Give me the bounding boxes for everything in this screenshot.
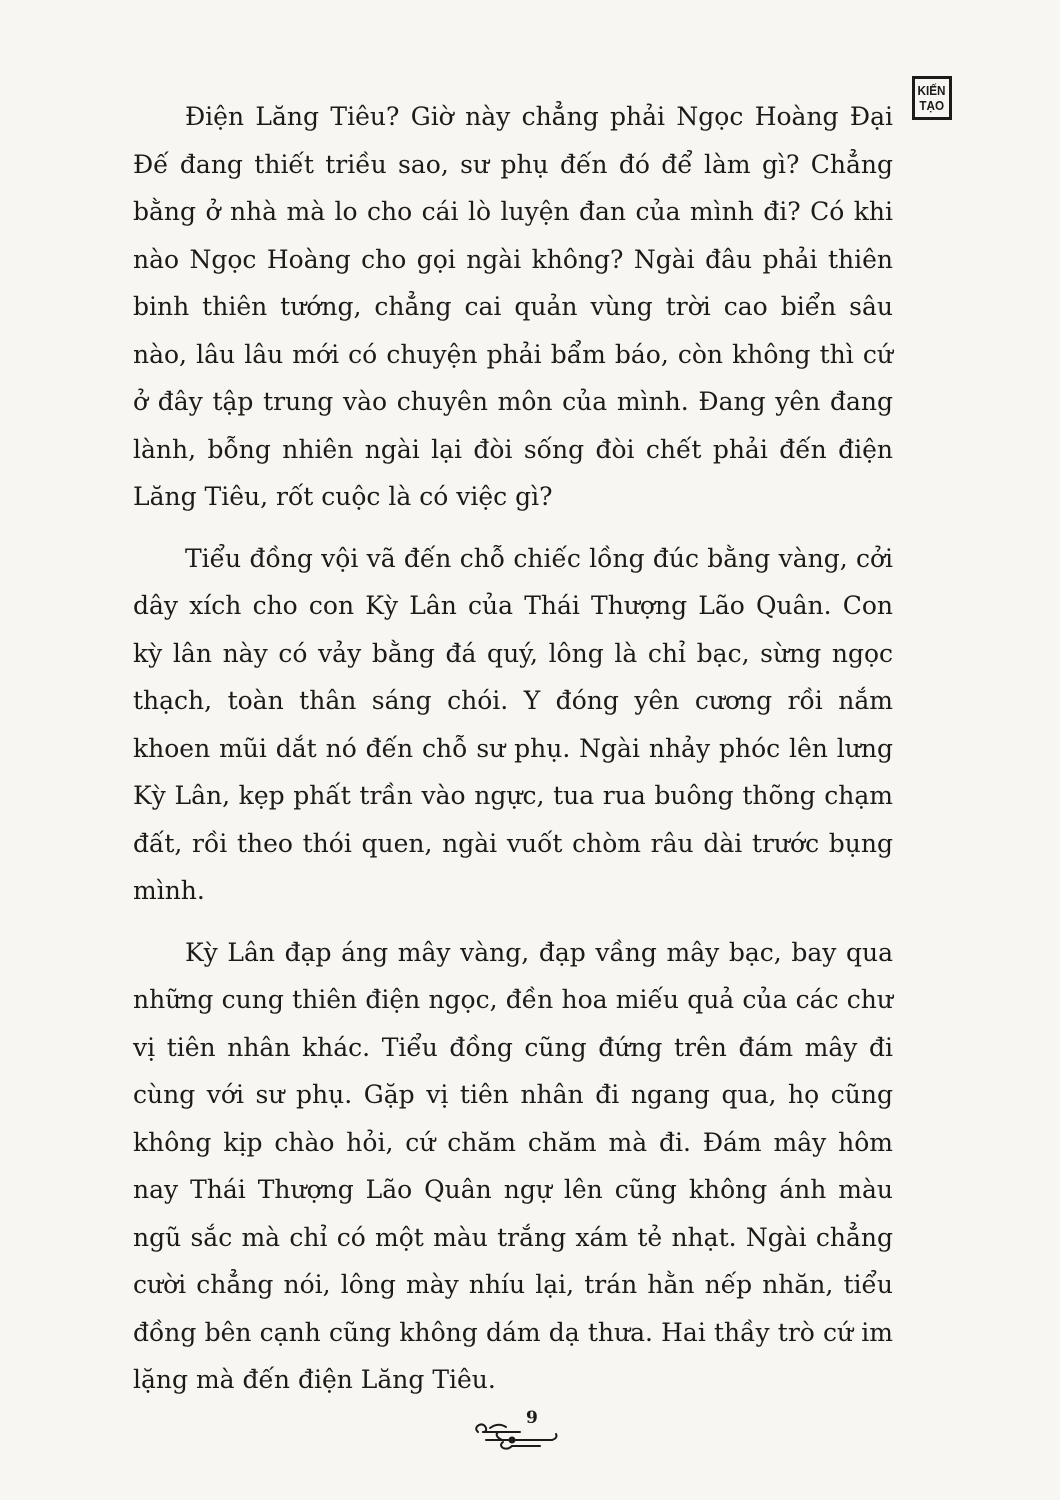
publisher-logo: [912, 76, 952, 120]
paragraph-3: Kỳ Lân đạp áng mây vàng, đạp vầng mây bạc, bay qua những cung thiên điện ngọc, đền hoa miếu quả của các chư vị tiên nhân khác. Tiểu đồng cũng đứng trên đám mây đi cùng với sư phụ. Gặp vị tiên nhân đi ngang qua, họ cũng không kịp chào hỏi, cứ chăm chăm mà đi. Đám mây hôm nay Thái Thượng Lão Quân ngự lên cũng không ánh màu ngũ sắc mà chỉ có một màu trắng xám tẻ nhạt. Ngài chẳng cười chẳng nói, lông mày nhíu lại, trán hằn nếp nhăn, tiểu đồng bên cạnh cũng không dám dạ thưa. Hai thầy trò cứ im lặng mà đến điện Lăng Tiêu.: [133, 937, 893, 1394]
publisher-logo-line-1: KIẾN: [918, 83, 946, 98]
page-number: 9: [526, 1408, 538, 1428]
paragraph-2: Tiểu đồng vội vã đến chỗ chiếc lồng đúc bằng vàng, cởi dây xích cho con Kỳ Lân của Thái Thượng Lão Quân. Con kỳ lân này có vảy bằng đá quý, lông là chỉ bạc, sừng ngọc thạch, toàn thân sáng chói. Y đóng yên cương rồi nắm khoen mũi dắt nó đến chỗ sư phụ. Ngài nhảy phóc lên lưng Kỳ Lân, kẹp phất trần vào ngực, tua rua buông thõng chạm đất, rồi theo thói quen, ngài vuốt chòm râu dài trước bụng mình.: [133, 543, 893, 905]
body-text: [133, 93, 893, 1404]
paragraph-1: Điện Lăng Tiêu? Giờ này chẳng phải Ngọc Hoàng Đại Đế đang thiết triều sao, sư phụ đến đó để làm gì? Chẳng bằng ở nhà mà lo cho cái lò luyện đan của mình đi? Có khi nào Ngọc Hoàng cho gọi ngài không? Ngài đâu phải thiên binh thiên tướng, chẳng cai quản vùng trời cao biển sâu nào, lâu lâu mới có chuyện phải bẩm báo, còn không thì cứ ở đây tập trung vào chuyên môn của mình. Đang yên đang lành, bỗng nhiên ngài lại đòi sống đòi chết phải đến điện Lăng Tiêu, rốt cuộc là có việc gì?: [133, 102, 893, 511]
publisher-logo-line-2: TẠO: [919, 98, 945, 113]
cloud-scroll-ornament-icon: [472, 1418, 562, 1452]
